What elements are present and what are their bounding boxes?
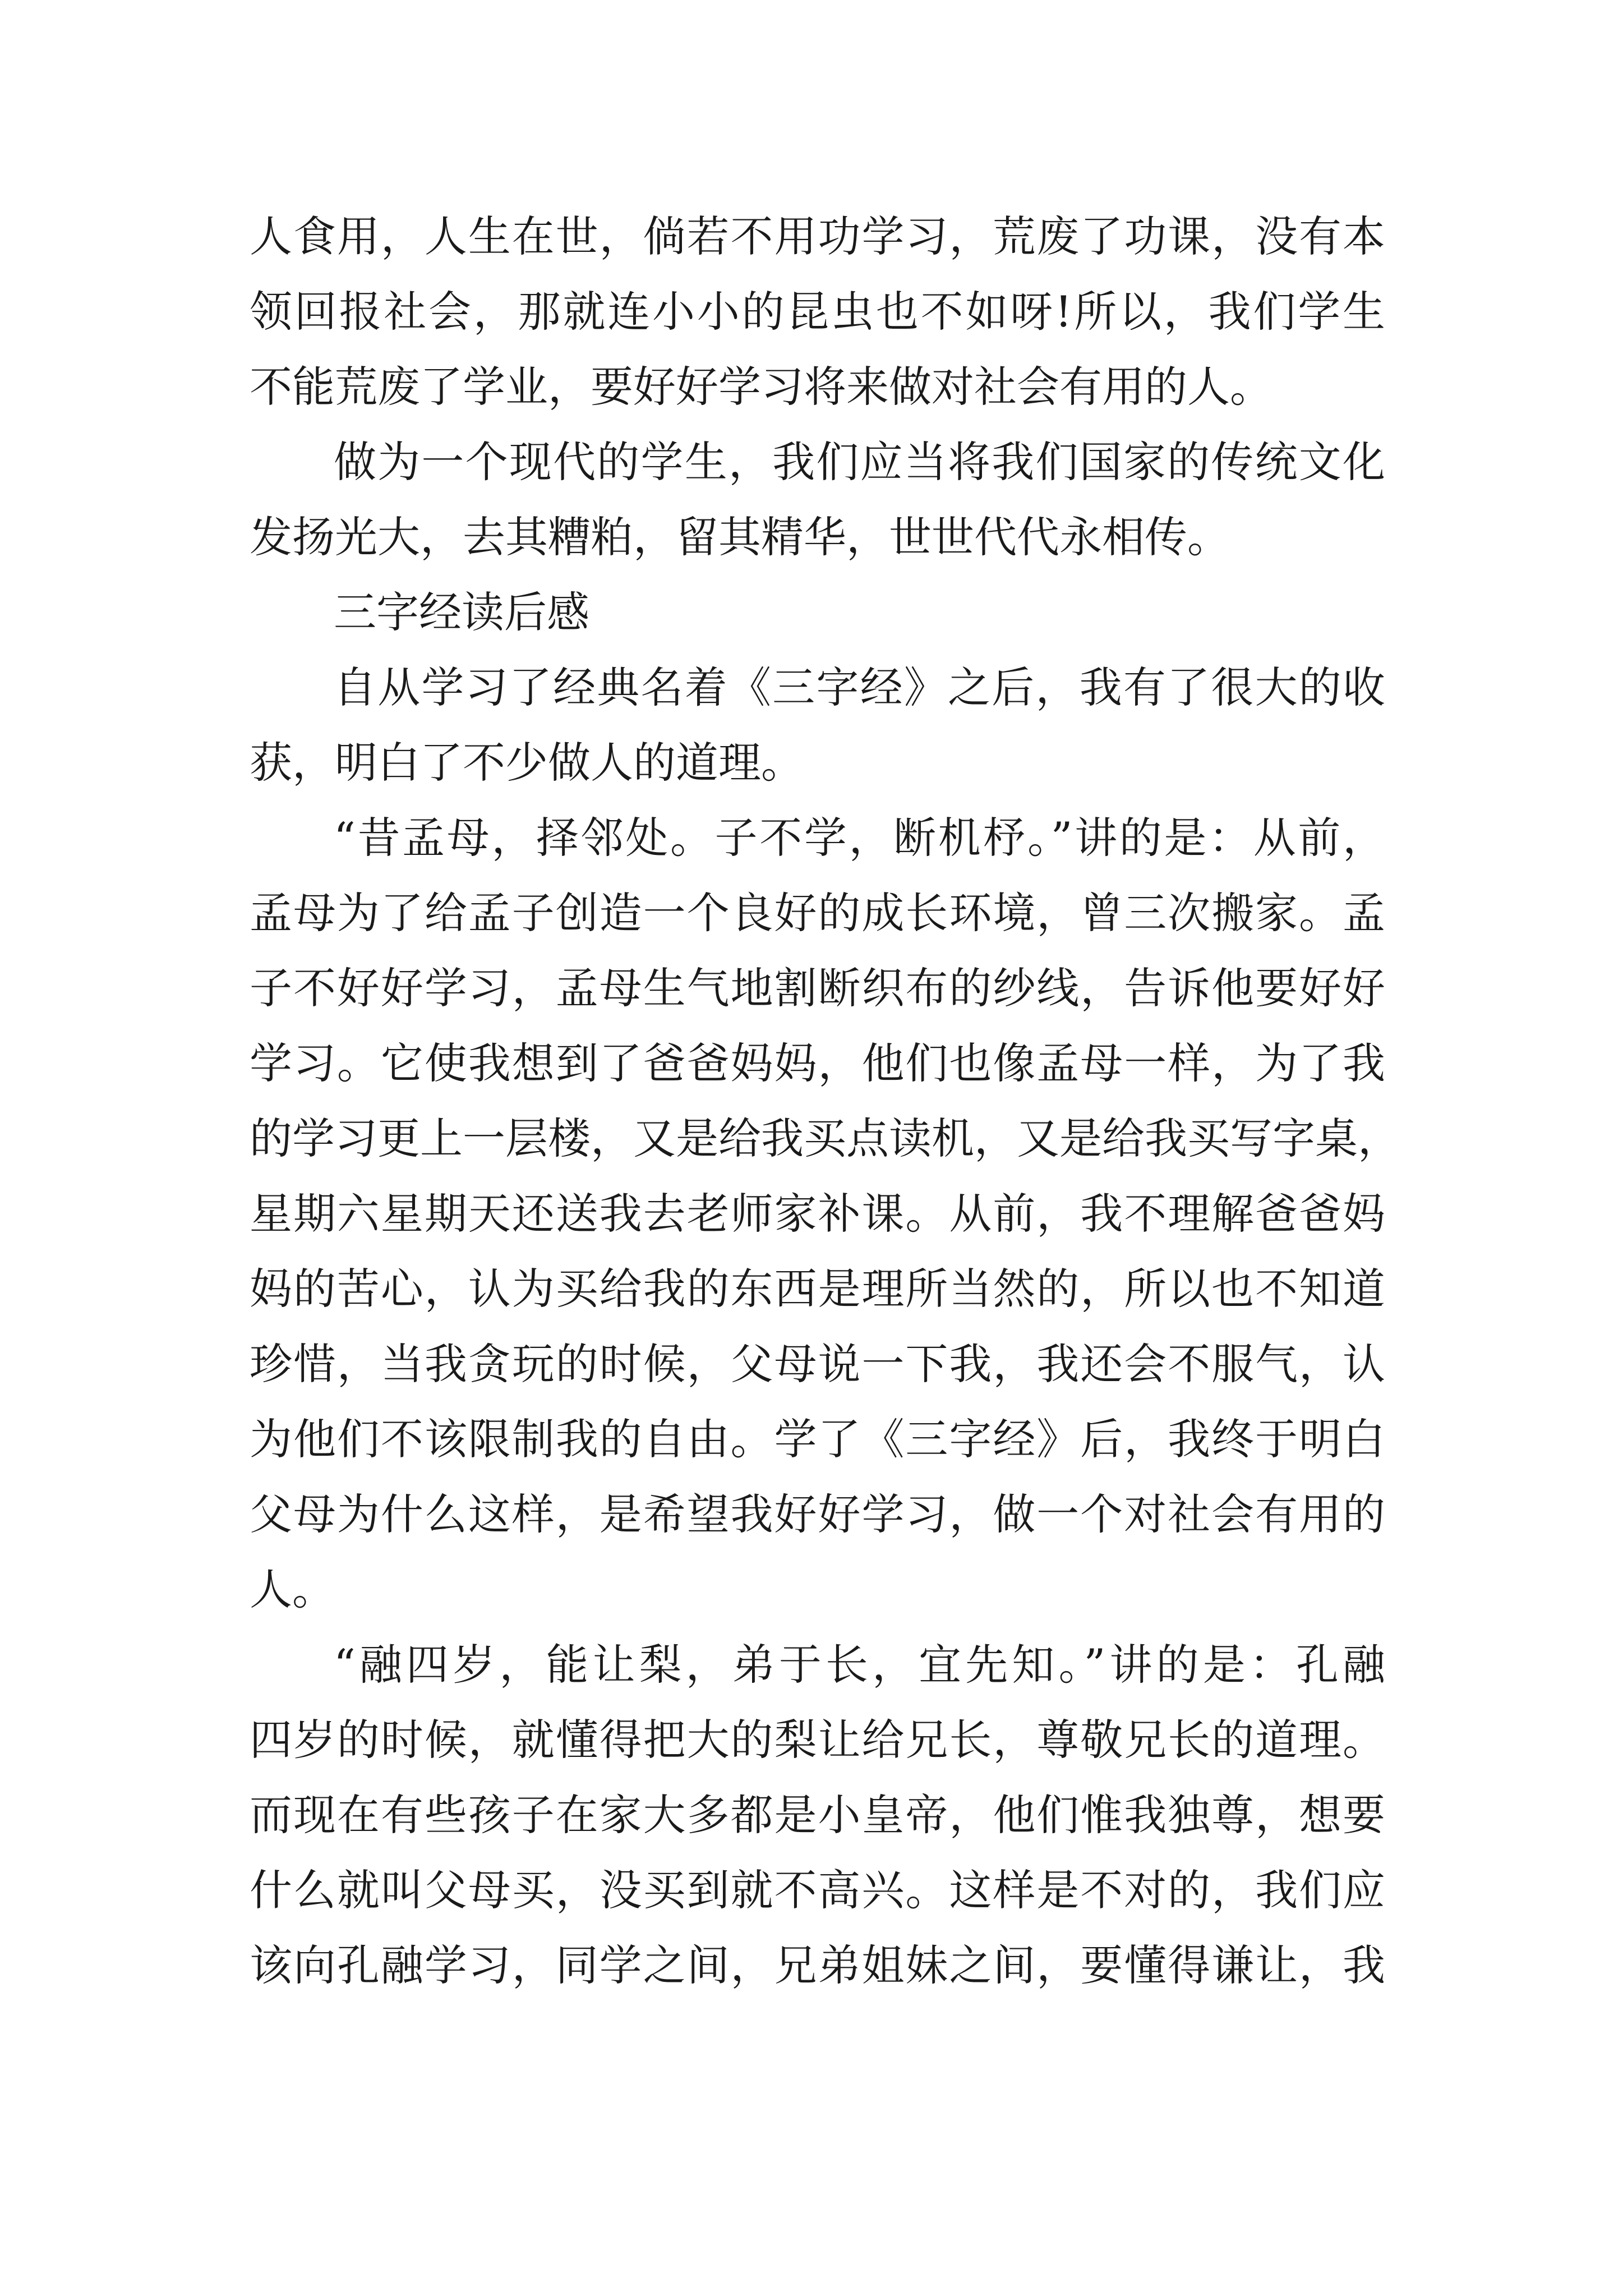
text-line: 不能荒废了学业，要好好学习将来做对社会有用的人。 xyxy=(250,362,1272,412)
text-line: 获，明白了不少做人的道理。 xyxy=(250,738,804,788)
text-line: 为他们不该限制我的自由。学了《三字经》后，我终于明白 xyxy=(250,1414,1385,1464)
text-line: 的学习更上一层楼，又是给我买点读机，又是给我买写字桌， xyxy=(250,1114,1400,1163)
text-line: 该向孔融学习，同学之间，兄弟姐妹之间，要懂得谦让，我 xyxy=(250,1940,1385,1990)
text-line: 领回报社会，那就连小小的昆虫也不如呀!所以，我们学生 xyxy=(250,287,1385,337)
document-body xyxy=(250,199,1400,2003)
text-line: 珍惜，当我贪玩的时候，父母说一下我，我还会不服气，认 xyxy=(250,1339,1385,1389)
text-line: 而现在有些孩子在家大多都是小皇帝，他们惟我独尊，想要 xyxy=(250,1790,1385,1840)
text-line: 做为一个现代的学生，我们应当将我们国家的传统文化 xyxy=(334,437,1385,487)
text-line: 人食用，人生在世，倘若不用功学习，荒废了功课，没有本 xyxy=(250,211,1385,261)
text-line: 发扬光大，去其糟粕，留其精华，世世代代永相传。 xyxy=(250,512,1230,562)
text-line: 星期六星期天还送我去老师家补课。从前，我不理解爸爸妈 xyxy=(250,1189,1385,1239)
text-line: 妈的苦心，认为买给我的东西是理所当然的，所以也不知道 xyxy=(250,1264,1385,1314)
text-line: 什么就叫父母买，没买到就不高兴。这样是不对的，我们应 xyxy=(250,1865,1385,1915)
text-line: 自从学习了经典名着《三字经》之后，我有了很大的收 xyxy=(334,662,1385,712)
text-line: “昔孟母，择邻处。子不学，断机杼。”讲的是：从前， xyxy=(334,813,1385,863)
text-line: “融四岁，能让梨，弟于长，宜先知。”讲的是：孔融 xyxy=(334,1640,1385,1690)
text-line: 人。 xyxy=(250,1565,335,1614)
text-line: 四岁的时候，就懂得把大的梨让给兄长，尊敬兄长的道理。 xyxy=(250,1715,1385,1765)
text-line: 父母为什么这样，是希望我好好学习，做一个对社会有用的 xyxy=(250,1489,1385,1539)
text-line: 孟母为了给孟子创造一个良好的成长环境，曾三次搬家。孟 xyxy=(250,888,1385,938)
text-line: 子不好好学习，孟母生气地割断织布的纱线，告诉他要好好 xyxy=(250,963,1385,1013)
text-line: 学习。它使我想到了爸爸妈妈，他们也像孟母一样，为了我 xyxy=(250,1038,1385,1088)
section-title: 三字经读后感 xyxy=(334,587,589,637)
